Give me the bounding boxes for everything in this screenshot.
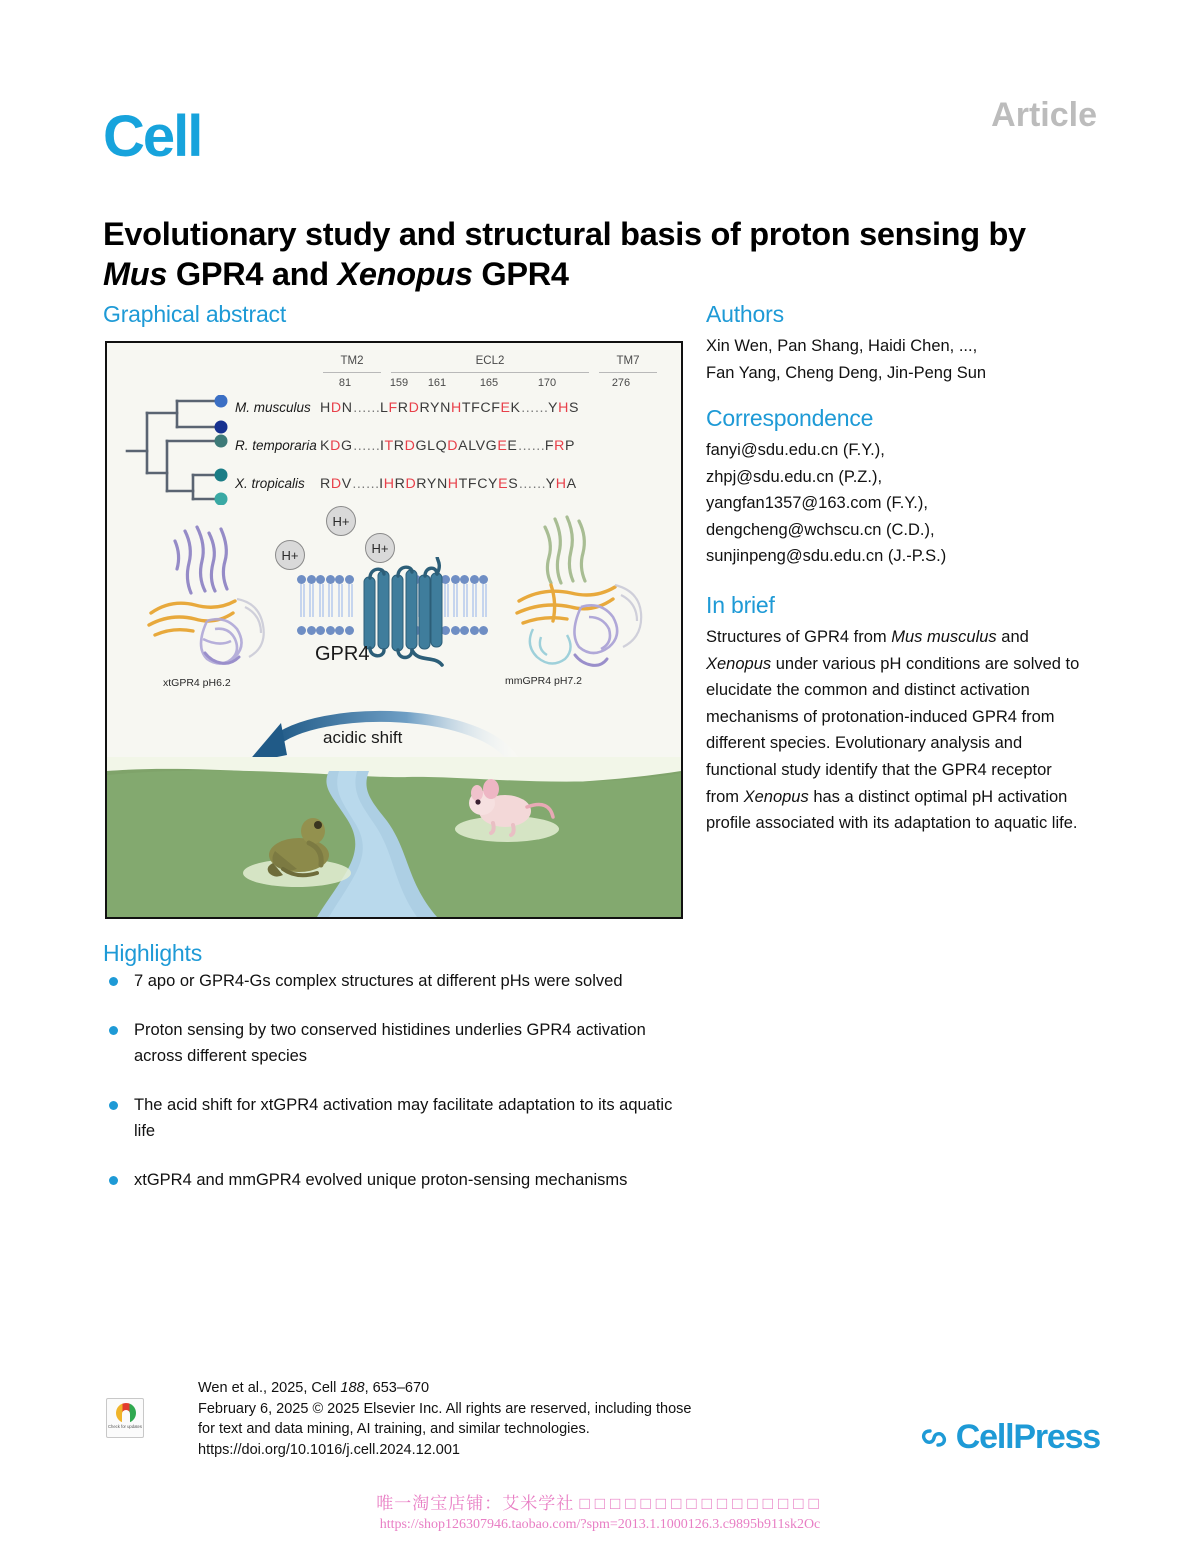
alignment-region-rule: [599, 372, 657, 373]
copyright-line-1: February 6, 2025 © 2025 Elsevier Inc. All rights are reserved, including those: [198, 1400, 692, 1417]
cellpress-link-icon: [919, 1423, 949, 1453]
lipid-head-icon: [335, 575, 344, 584]
highlight-item-4: [103, 1167, 693, 1194]
lipid-head-icon: [460, 626, 469, 635]
watermark-boxes: □□□□□□□□□□□□□□□□: [579, 1494, 824, 1513]
title-segment-1: Evolutionary study and structural basis of proton sensing by: [103, 215, 1026, 252]
proton-label-3: H+: [371, 541, 389, 556]
tree-leaf-dot-4: [215, 469, 228, 482]
article-type-label: Article: [991, 96, 1097, 134]
cellpress-wordmark: CellPress: [955, 1418, 1100, 1456]
highlight-item-2: [103, 1017, 693, 1070]
copyright-line-2: for text and data mining, AI training, and similar technologies.: [198, 1421, 590, 1437]
lipid-tail-icon: [331, 598, 333, 617]
in-brief-heading: In brief: [706, 592, 775, 618]
mmgpr4-structure-image: [497, 515, 669, 677]
alignment-region-rule: [391, 372, 589, 373]
lipid-head-icon: [297, 575, 306, 584]
lipid-tail-icon: [338, 598, 340, 617]
title-genus-xenopus: Xenopus: [337, 255, 473, 292]
lipid-tail-icon: [472, 598, 474, 617]
proton-icon-1: [326, 506, 356, 536]
alignment-region-label-tm7: TM7: [616, 355, 640, 367]
tree-leaf-dot-5: [215, 493, 228, 506]
lipid-tail-icon: [485, 598, 487, 617]
watermark-shop-text: 唯一淘宝店铺：艾米学社: [376, 1494, 575, 1513]
correspondence-emails: [706, 437, 1086, 570]
alignment-position-81: 81: [338, 377, 352, 389]
lipid-tail-icon: [466, 598, 468, 617]
species-name-1: M. musculus: [235, 400, 311, 415]
highlight-text: 7 apo or GPR4-Gs complex structures at different pHs were solved: [134, 972, 623, 990]
lipid-tail-icon: [341, 598, 343, 617]
bullet-icon: [109, 1176, 118, 1185]
lipid-head-icon: [316, 626, 325, 635]
doi-link[interactable]: https://doi.org/10.1016/j.cell.2024.12.001: [198, 1441, 460, 1458]
lipid-head-icon: [326, 575, 335, 584]
correspondence-email-4[interactable]: dengcheng@wchscu.cn (C.D.),: [706, 520, 935, 539]
in-brief-seg-2: and: [996, 628, 1029, 646]
alignment-position-159: 159: [389, 377, 409, 389]
in-brief-text: [706, 624, 1086, 837]
lipid-tail-icon: [456, 598, 458, 617]
title-segment-3: GPR4: [472, 255, 569, 292]
in-brief-seg-1: Structures of GPR4 from: [706, 628, 892, 646]
correspondence-email-3[interactable]: yangfan1357@163.com (F.Y.),: [706, 494, 928, 513]
species-name-3: X. tropicalis: [235, 476, 305, 491]
citation-volume: 188: [340, 1380, 365, 1396]
lipid-head-icon: [316, 575, 325, 584]
lipid-tail-icon: [463, 598, 465, 617]
highlight-text: Proton sensing by two conserved histidines underlies GPR4 activation across different species: [134, 1020, 646, 1066]
authors-list: [706, 333, 1086, 386]
lipid-tail-icon: [309, 598, 311, 617]
lipid-tail-icon: [303, 598, 305, 617]
lipid-head-icon: [335, 626, 344, 635]
lipid-head-icon: [479, 575, 488, 584]
authors-line-1: Xin Wen, Pan Shang, Haidi Chen, ...,: [706, 337, 978, 355]
alignment-position-165: 165: [479, 377, 499, 389]
sequence-row-3: RDV……IHRDRYNHTFCYES……YHA: [320, 476, 577, 492]
alignment-region-label-tm2: TM2: [340, 355, 364, 367]
bullet-icon: [109, 1026, 118, 1035]
crossmark-label: Check for updates: [108, 1424, 142, 1429]
correspondence-email-2[interactable]: zhpj@sdu.edu.cn (P.Z.),: [706, 467, 883, 486]
authors-heading: Authors: [706, 301, 784, 327]
alignment-position-276: 276: [611, 377, 631, 389]
in-brief-section: [706, 592, 1086, 837]
page-title: [103, 214, 1063, 294]
correspondence-email-1[interactable]: fanyi@sdu.edu.cn (F.Y.),: [706, 441, 885, 459]
lipid-tail-icon: [475, 598, 477, 617]
in-brief-seg-3: under various pH conditions are solved to elucidate the common and distinct activation mechanisms of protonation-induced GPR4 from different species. Evolutionary analysis and functional study identify that the GPR4 receptor from: [706, 654, 1080, 806]
in-brief-em-2: Xenopus: [706, 654, 772, 673]
highlights-heading: Highlights: [103, 940, 202, 966]
bullet-icon: [109, 977, 118, 986]
highlight-item-1: [103, 968, 693, 995]
lipid-tail-icon: [312, 598, 314, 617]
watermark: [0, 1489, 1200, 1533]
lipid-tail-icon: [328, 598, 330, 617]
gpr4-label: GPR4: [315, 643, 370, 665]
in-brief-em-1: Mus musculus: [891, 628, 997, 646]
correspondence-email-5[interactable]: sunjinpeng@sdu.edu.cn (J.-P.S.): [706, 547, 947, 566]
in-brief-em-3: Xenopus: [743, 787, 809, 806]
citation-pre: Wen et al., 2025, Cell: [198, 1380, 341, 1396]
tree-leaf-dot-1: [215, 395, 228, 408]
lipid-tail-icon: [348, 598, 350, 617]
graphical-abstract-heading: Graphical abstract: [103, 301, 287, 327]
highlight-text: The acid shift for xtGPR4 activation may facilitate adaptation to its aquatic life: [134, 1095, 673, 1141]
lipid-head-icon: [307, 626, 316, 635]
lipid-head-icon: [307, 575, 316, 584]
citation-line: [198, 1378, 898, 1399]
lipid-tail-icon: [300, 598, 302, 617]
highlights-list: [103, 968, 693, 1216]
highlight-text: xtGPR4 and mmGPR4 evolved unique proton-sensing mechanisms: [134, 1170, 628, 1189]
lipid-tail-icon: [482, 598, 484, 617]
habitat-scene-illustration: [107, 757, 681, 917]
graphical-abstract-figure: [105, 341, 683, 919]
lipid-head-icon: [326, 626, 335, 635]
alignment-position-161: 161: [427, 377, 447, 389]
in-brief-seg-4: has a distinct optimal pH activation profile associated with its adaptation to aquatic life.: [706, 787, 1078, 833]
species-name-2: R. temporaria: [235, 438, 317, 453]
lipid-head-icon: [297, 626, 306, 635]
citation-footer: [198, 1378, 898, 1460]
alignment-region-rule: [323, 372, 381, 373]
authors-section: [706, 301, 1086, 386]
title-genus-mus: Mus: [103, 255, 168, 292]
citation-post: , 653–670: [364, 1380, 430, 1396]
lipid-tail-icon: [319, 598, 321, 617]
xtgpr4-structure-label: xtGPR4 pH6.2: [163, 677, 231, 689]
highlight-item-3: [103, 1092, 693, 1145]
alignment-position-170: 170: [537, 377, 557, 389]
xtgpr4-structure-image: [145, 521, 295, 671]
lipid-head-icon: [479, 626, 488, 635]
cellpress-logo[interactable]: [919, 1418, 1100, 1457]
correspondence-section: [706, 405, 1086, 570]
bullet-icon: [109, 1101, 118, 1110]
watermark-line-1: [0, 1489, 1200, 1514]
tree-leaf-dot-3: [215, 435, 228, 448]
watermark-url: https://shop126307946.taobao.com/?spm=2013.1.1000126.3.c9895b911sk2Oc: [379, 1517, 821, 1532]
lipid-tail-icon: [322, 598, 324, 617]
tree-leaf-dot-2: [215, 421, 228, 434]
cell-journal-logo: Cell: [103, 104, 202, 169]
acidic-shift-label: acidic shift: [323, 728, 403, 747]
sequence-row-2: KDG……ITRDGLQDALVGEE……FRP: [320, 438, 576, 454]
sequence-row-1: HDN……LFRDRYNHTFCFEK……YHS: [320, 400, 580, 416]
alignment-region-label-ecl2: ECL2: [475, 355, 505, 367]
proton-label-1: H+: [332, 514, 350, 529]
authors-line-2: Fan Yang, Cheng Deng, Jin-Peng Sun: [706, 363, 987, 382]
crossmark-check-for-updates-badge[interactable]: [106, 1398, 144, 1438]
lipid-head-icon: [470, 626, 479, 635]
title-segment-2: GPR4 and: [167, 255, 338, 292]
correspondence-heading: Correspondence: [706, 405, 874, 431]
crossmark-dome-icon: [116, 1403, 136, 1423]
lipid-head-icon: [470, 575, 479, 584]
mmgpr4-structure-label: mmGPR4 pH7.2: [505, 675, 583, 687]
proton-label-2: H+: [281, 548, 299, 563]
lipid-head-icon: [460, 575, 469, 584]
